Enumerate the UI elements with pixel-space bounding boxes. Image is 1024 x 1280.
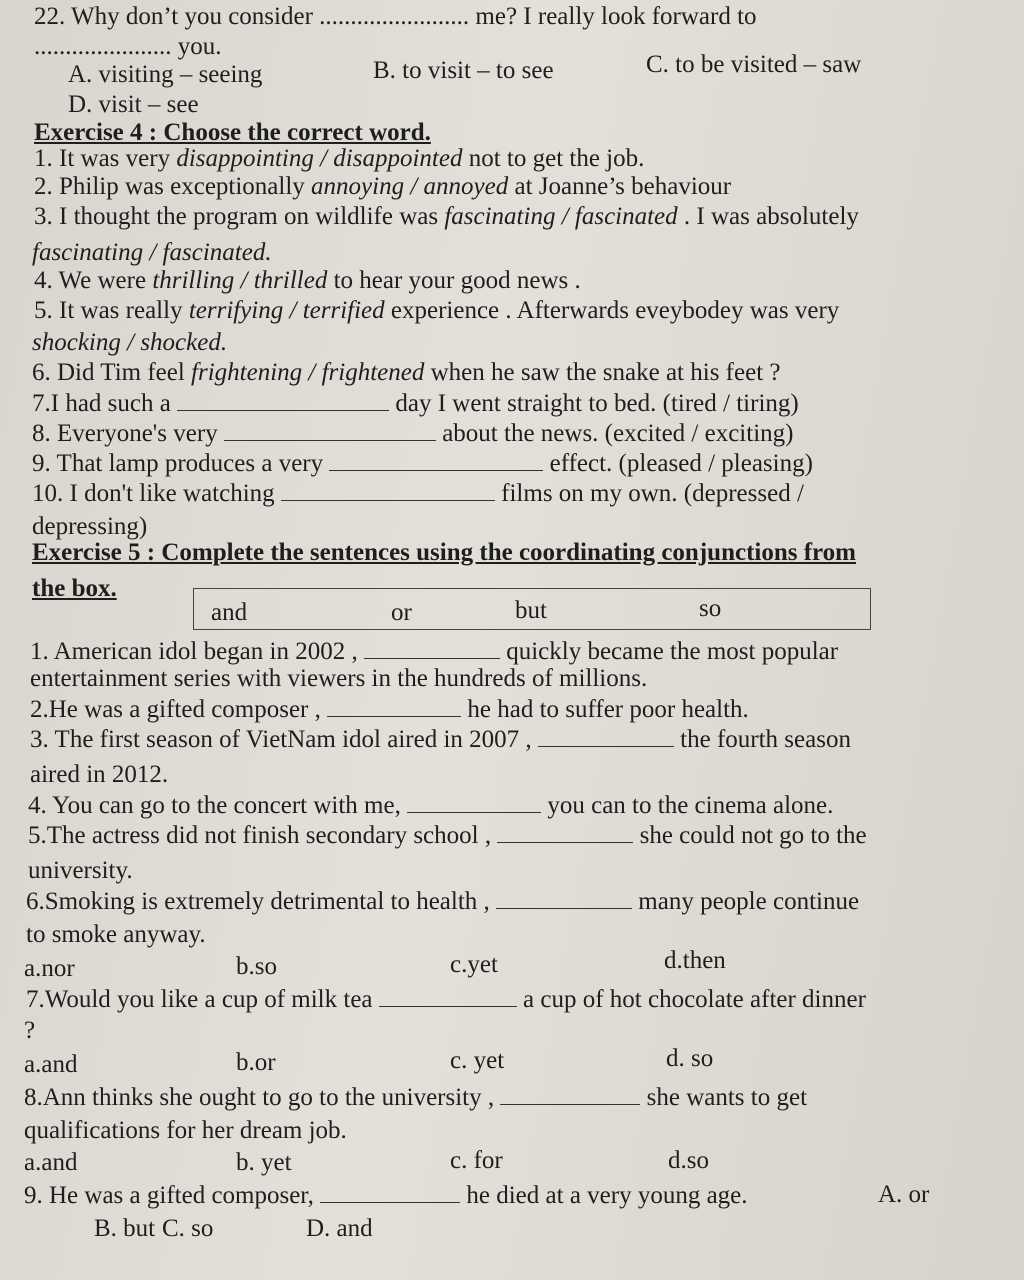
ex4-q10-continuation: depressing)	[32, 513, 148, 540]
ex5-q5: 5.The actress did not finish secondary school , she could not go to the	[28, 822, 867, 849]
q22-option-b: B. to visit – to see	[373, 57, 554, 84]
ex4-q5: 5. It was really terrifying / terrified experience . Afterwards eveybodey was very	[34, 297, 840, 324]
exercise-4-heading: Exercise 4 : Choose the correct word.	[34, 119, 431, 146]
ex5-q6-continuation: to smoke anyway.	[26, 921, 206, 948]
ex4-q9: 9. That lamp produces a very effect. (pleased / pleasing)	[32, 450, 813, 477]
box-word-and: and	[211, 599, 248, 626]
ex5-q4: 4. You can go to the concert with me, you can to the cinema alone.	[28, 792, 834, 819]
ex5-q7: 7.Would you like a cup of milk tea a cup of hot chocolate after dinner	[26, 986, 866, 1013]
ex4-q5-continuation: shocking / shocked.	[32, 329, 228, 356]
ex4-q4: 4. We were thrilling / thrilled to hear your good news .	[34, 267, 581, 294]
box-word-so: so	[699, 595, 722, 622]
q22-option-d: D. visit – see	[68, 91, 199, 118]
ex5-q2: 2.He was a gifted composer , he had to suffer poor health.	[30, 696, 749, 723]
ex5-q3: 3. The first season of VietNam idol aired in 2007 , the fourth season	[30, 726, 851, 753]
answer-blank[interactable]	[379, 984, 517, 1007]
ex5-q6-option-a: a.nor	[24, 955, 75, 982]
box-word-but: but	[515, 597, 547, 624]
ex4-q3-continuation: fascinating / fascinated.	[32, 239, 272, 266]
ex5-q6-option-d: d.then	[664, 947, 726, 974]
ex5-q1-continuation: entertainment series with viewers in the hundreds of millions.	[30, 665, 648, 692]
answer-blank[interactable]	[177, 388, 389, 411]
ex5-q8-option-b: b. yet	[236, 1149, 292, 1176]
ex5-q8-option-d: d.so	[668, 1147, 709, 1174]
ex4-q10: 10. I don't like watching films on my own. (depressed /	[32, 480, 804, 507]
ex4-q7: 7.I had such a day I went straight to bed. (tired / tiring)	[32, 390, 799, 417]
answer-blank[interactable]	[538, 724, 674, 747]
ex5-q7-option-c: c. yet	[450, 1047, 505, 1074]
answer-blank[interactable]	[496, 886, 632, 909]
answer-blank[interactable]	[281, 478, 495, 501]
answer-blank[interactable]	[224, 418, 436, 441]
ex5-q8-option-a: a.and	[24, 1149, 78, 1176]
answer-blank[interactable]	[497, 820, 633, 843]
ex5-q9-option-a: A. or	[878, 1181, 930, 1208]
answer-blank[interactable]	[329, 448, 543, 471]
answer-blank[interactable]	[320, 1180, 460, 1203]
answer-blank[interactable]	[407, 790, 541, 813]
q22-option-a: A. visiting – seeing	[68, 61, 263, 88]
ex5-q9-option-b: B. but	[94, 1215, 156, 1242]
ex5-q7-option-b: b.or	[236, 1049, 276, 1076]
ex5-q8-continuation: qualifications for her dream job.	[24, 1117, 347, 1144]
ex5-q7-option-d: d. so	[666, 1045, 714, 1072]
answer-blank[interactable]	[327, 694, 461, 717]
q22-line1: 22. Why don’t you consider ........................ me? I really look forward to	[34, 3, 757, 30]
answer-blank[interactable]	[500, 1082, 640, 1105]
box-word-or: or	[391, 599, 412, 626]
ex4-q2: 2. Philip was exceptionally annoying / annoyed at Joanne’s behaviour	[34, 173, 732, 200]
ex5-q9: 9. He was a gifted composer, he died at a very young age.	[24, 1182, 748, 1209]
ex5-q6-option-b: b.so	[236, 953, 277, 980]
ex5-q6-option-c: c.yet	[450, 951, 498, 978]
ex5-q6: 6.Smoking is extremely detrimental to health , many people continue	[26, 888, 860, 915]
ex5-q9-option-d: D. and	[306, 1215, 373, 1242]
ex5-q8: 8.Ann thinks she ought to go to the university , she wants to get	[24, 1084, 808, 1111]
ex5-q3-continuation: aired in 2012.	[30, 761, 169, 788]
answer-blank[interactable]	[364, 636, 500, 659]
q22-option-c: C. to be visited – saw	[646, 51, 862, 78]
q22-line2: ...................... you.	[34, 33, 222, 60]
ex4-q8: 8. Everyone's very about the news. (excited / exciting)	[32, 420, 794, 447]
ex4-q3: 3. I thought the program on wildlife was fascinating / fascinated . I was absolutely	[34, 203, 859, 230]
exercise-5-heading-cont: the box.	[32, 575, 117, 602]
ex5-q5-continuation: university.	[28, 857, 133, 884]
ex5-q9-option-c: C. so	[162, 1215, 214, 1242]
ex5-q7-continuation: ?	[24, 1017, 36, 1044]
ex4-q6: 6. Did Tim feel frightening / frightened when he saw the snake at his feet ?	[32, 359, 781, 386]
ex5-q7-option-a: a.and	[24, 1051, 78, 1078]
ex4-q1: 1. It was very disappointing / disappointed not to get the job.	[34, 145, 645, 172]
exercise-5-heading: Exercise 5 : Complete the sentences using the coordinating conjunctions from	[32, 539, 857, 566]
ex5-q1: 1. American idol began in 2002 , quickly became the most popular	[30, 638, 839, 665]
ex5-q8-option-c: c. for	[450, 1147, 503, 1174]
